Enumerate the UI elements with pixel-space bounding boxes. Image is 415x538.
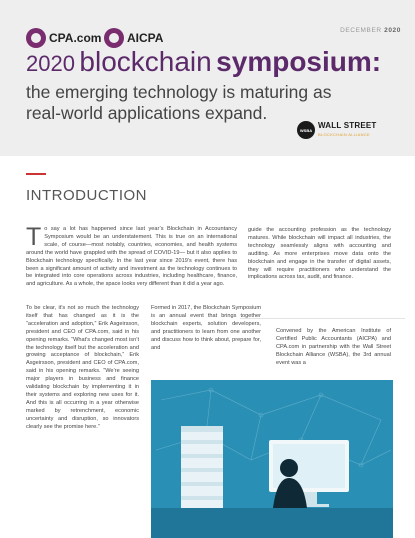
issue-date-year: 2020 [384,27,401,34]
masthead [0,0,415,156]
aicpa-logo-text: AICPA [127,31,164,45]
cpa-logo-text: CPA.com [49,31,102,45]
right-column [276,328,391,368]
wsba-logo [297,121,377,139]
desk-surface [151,508,393,538]
cpa-com-logo [26,28,101,48]
wsba-logo-mark-text: WSBA [299,127,313,133]
blockchain-illustration [151,380,393,538]
right-column-top-text: guide the accounting profession as the technology matures. While blockchain will impact all industries, the technology seamlessly aligns with accounting and auditing. As more enterprises move data onto the blockchain and engage in the transfer of digital assets, they will require practitioners who understand the implications across tax, audit, and finance. [248,227,391,281]
title-year: 2020 [26,51,75,76]
stacked-papers-icon [181,426,223,508]
middle-column-text: Formed in 2017, the Blockchain Symposium is an annual event that brings together blockchain experts, solution developers, and practitioners to learn from one another and discuss how to think about, prepare for, and [151,305,261,351]
left-column-text: To be clear, it’s not so much the technology itself that has changed as it is the “acceleration and adoption,” Erik Asgeirsson, president and CEO of CPA.com, said in his opening remarks. “What’s changed most isn’t the technology itself but the acceleration and growing acceptance of blockchain,” Erik Asgeirsson, president and CEO of CPA.com, said in his opening remarks. “We’re seeing major players in business and finance validating blockchain by implementing it in their systems and exploring new uses for it. And this is all occurring in a year otherwise marked by retrenchment, economic uncertainty and disruption, so innovators clearly see the promise here.” [26,305,139,430]
issue-date-month: DECEMBER [340,27,382,34]
cpa-logo-icon [26,28,46,48]
wsba-name: WALL STREET [318,121,377,130]
aicpa-logo [104,28,163,48]
left-column [26,305,139,432]
intro-paragraph [26,223,237,289]
title-word-symposium: symposium: [216,46,382,77]
wsba-logo-text [318,121,377,139]
aicpa-logo-icon [104,28,124,48]
issue-date [340,27,401,34]
intro-text: o say a lot has happened since last year’s Blockchain in Accountancy Symposium would be an understatement. This is true on an international scale, of course—most notably, countries, economies, and health systems around the world have grappled with the spread of COVID-19— but it also applies to Blockchain technology specifically. In the last year since 2019’s event, there has been a significant amount of activity and investment as the technology continues to be integrated into core operations across industries, including healthcare, finance, and agriculture. As a whole, the space looks very different than it did a year ago. [26,226,237,288]
right-column-text: Convened by the American Institute of Certified Public Accountants (AICPA) and CPA.com in partnership with the Wall Street Blockchain Alliance (WSBA), the 3rd annual event was a [276,328,391,366]
column-divider [240,318,405,319]
section-accent-rule [26,173,46,175]
drop-cap: T [26,223,42,251]
section-heading: INTRODUCTION [26,187,147,204]
wsba-logo-icon [297,121,315,139]
page-title [26,46,381,78]
right-column-top [248,227,391,282]
wsba-tagline: BLOCKCHAIN ALLIANCE [318,132,370,137]
page-subtitle: the emerging technology is maturing as real-world applications expand. [26,82,332,123]
title-word-blockchain: blockchain [79,46,212,77]
middle-column [151,305,261,352]
